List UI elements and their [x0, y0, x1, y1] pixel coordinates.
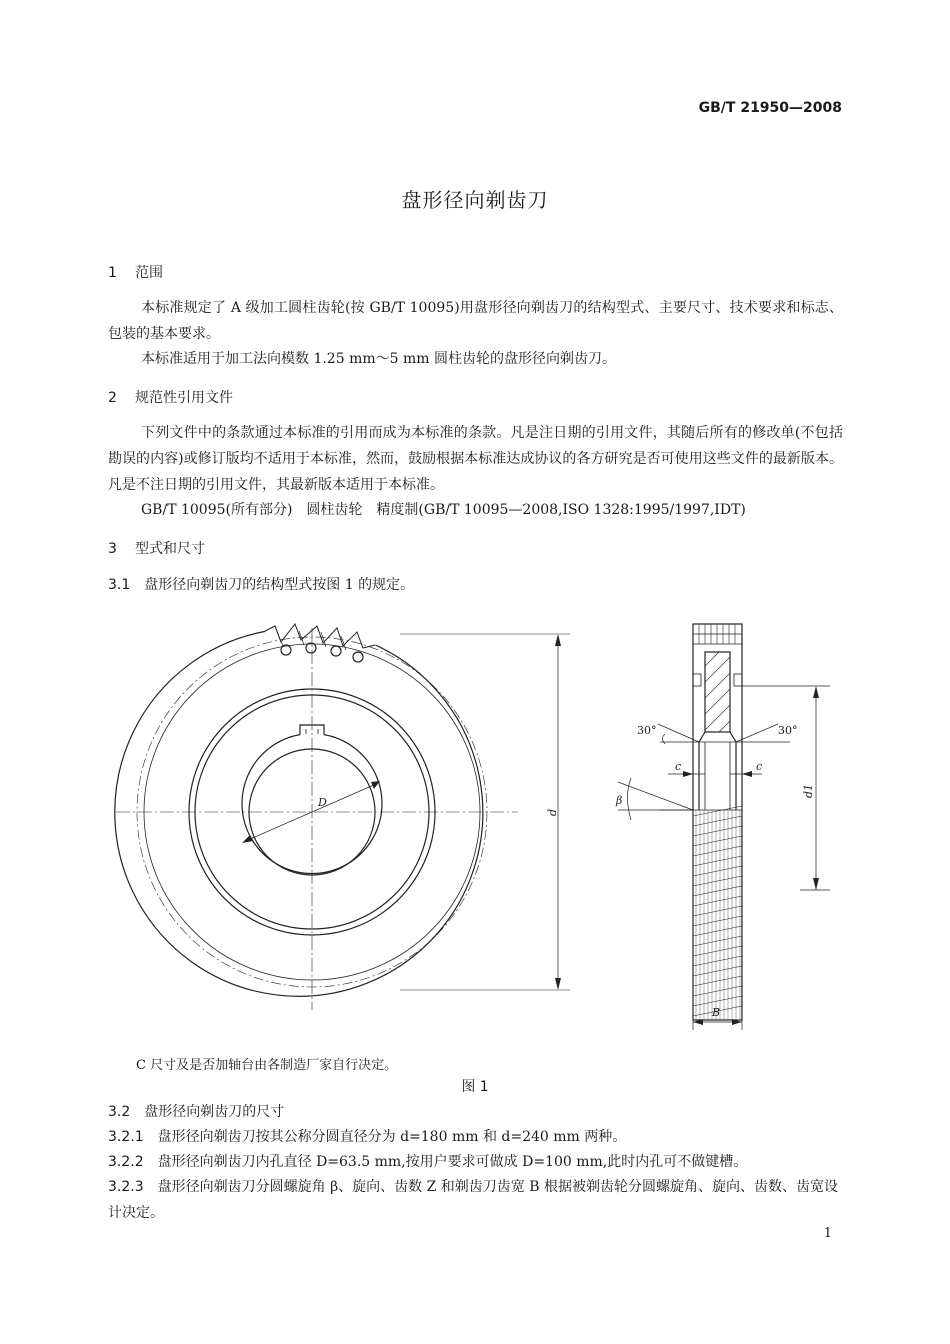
tooth-hole: [331, 646, 341, 656]
clause-text: 盘形径向剃齿刀按其公称分圆直径分为 d=180 mm 和 d=240 mm 两种。: [157, 1129, 627, 1145]
section-1-heading: [108, 262, 163, 282]
section-number: 1: [108, 265, 117, 281]
clause-3-2-3: [108, 1174, 843, 1226]
label-angle-left: 30°: [637, 724, 657, 737]
clause-text: 盘形径向剃齿刀内孔直径 D=63.5 mm,按用户要求可做成 D=100 mm,此时内孔可不做键槽。: [157, 1154, 748, 1170]
clause-number: 3.2: [108, 1104, 131, 1120]
clause-3-2-1: [108, 1124, 843, 1150]
clause-number: 3.2.1: [108, 1129, 144, 1145]
section-1-paragraph-1: 本标准规定了 A 级加工圆柱齿轮(按 GB/T 10095)用盘形径向剃齿刀的结构型式、主要尺寸、技术要求和标志、包装的基本要求。: [108, 300, 843, 342]
section-title: 型式和尺寸: [135, 541, 205, 557]
clause-3-2-2: [108, 1149, 843, 1175]
clause-text: 盘形径向剃齿刀的结构型式按图 1 的规定。: [144, 577, 415, 593]
section-title: 规范性引用文件: [135, 390, 233, 406]
clause-text: 盘形径向剃齿刀分圆螺旋角 β、旋向、齿数 Z 和剃齿刀齿宽 B 根据被剃齿轮分圆螺旋角、旋向、齿数、齿宽设计决定。: [108, 1179, 838, 1221]
label-c-right: c: [756, 760, 763, 773]
page-number: 1: [823, 1226, 832, 1241]
label-width-B: B: [712, 1006, 721, 1019]
label-c-left: c: [675, 760, 682, 773]
section-hatch: [705, 652, 730, 732]
figure-1-drawing: [100, 610, 840, 1042]
section-number: 2: [108, 390, 117, 406]
section-2-paragraph-1: 下列文件中的条款通过本标准的引用而成为本标准的条款。凡是注日期的引用文件，其随后所有的修改单(不包括勘误的内容)或修订版均不适用于本标准，然而，鼓励根据本标准达成协议的各方研究是否可使用这些文件的最新版本。凡是不注日期的引用文件，其最新版本适用于本标准。: [108, 425, 843, 493]
clause-3-2: [108, 1099, 843, 1125]
label-bore-diameter: D: [318, 796, 327, 809]
standard-code: GB/T 21950—2008: [698, 100, 842, 116]
clause-3-1: [108, 572, 843, 598]
section-1-paragraph-2: 本标准适用于加工法向模数 1.25 mm～5 mm 圆柱齿轮的盘形径向剃齿刀。: [141, 351, 616, 367]
side-outline: [693, 624, 742, 1020]
section-title: 范围: [135, 265, 163, 281]
label-beta: β: [616, 794, 623, 807]
normative-reference: GB/T 10095(所有部分) 圆柱齿轮 精度制(GB/T 10095—2008,ISO 1328:1995/1997,IDT): [141, 502, 746, 518]
document-title: 盘形径向剃齿刀: [401, 188, 549, 212]
clause-number: 3.2.3: [108, 1179, 144, 1195]
label-d1: d1: [802, 783, 815, 798]
label-pitch-diameter: d: [546, 808, 559, 816]
section-number: 3: [108, 541, 117, 557]
outer-rim: [115, 631, 483, 996]
figure-caption: 图 1: [461, 1079, 489, 1095]
helical-teeth: [693, 806, 742, 1016]
tooth-hole: [306, 643, 316, 653]
clause-number: 3.2.2: [108, 1154, 144, 1170]
hub-chamfer: [699, 732, 736, 810]
label-angle-right: 30°: [778, 724, 798, 737]
hub-section: [705, 652, 730, 732]
section-3-heading: [108, 538, 205, 558]
clause-number: 3.1: [108, 577, 131, 593]
tooth-hole: [353, 652, 363, 662]
figure-note: C 尺寸及是否加轴台由各制造厂家自行决定。: [136, 1058, 398, 1073]
tooth-hole: [281, 645, 291, 655]
clause-text: 盘形径向剃齿刀的尺寸: [144, 1104, 285, 1120]
section-2-heading: [108, 387, 233, 407]
